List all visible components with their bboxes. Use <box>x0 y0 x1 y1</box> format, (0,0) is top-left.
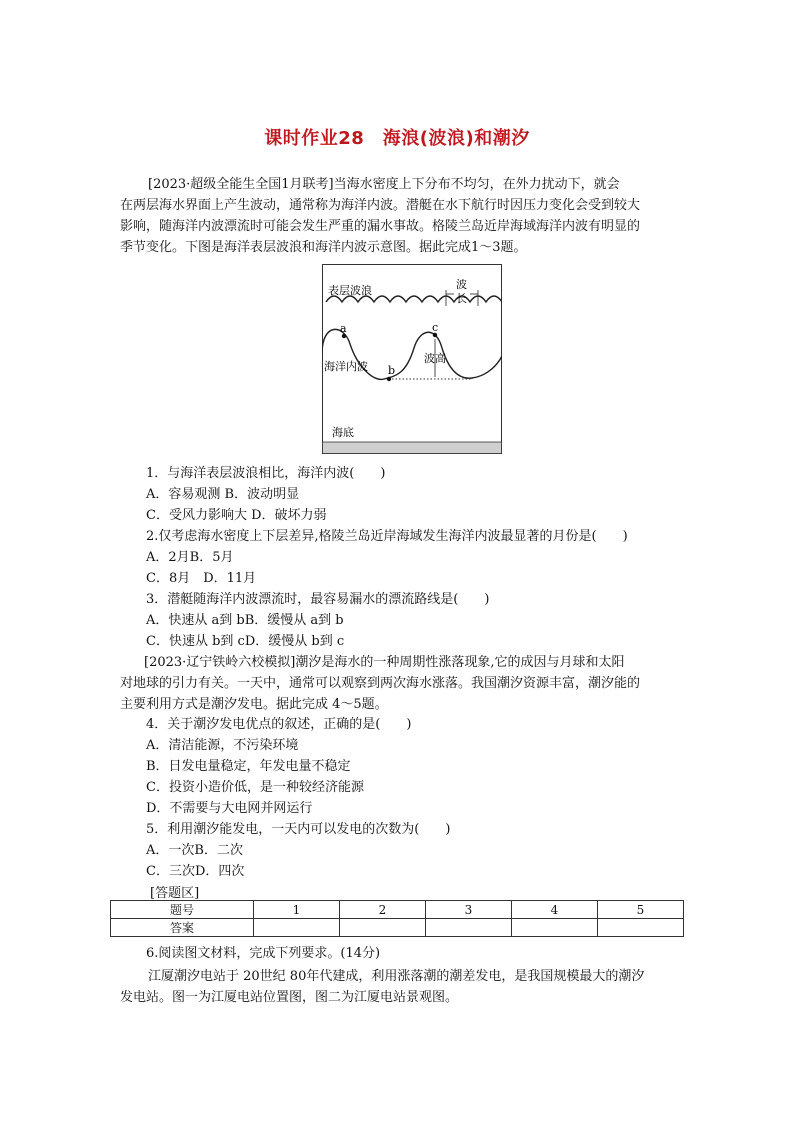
intro2-line2: 对地球的引力有关。一天中，通常可以观察到两次海水涨落。我国潮汐资源丰富，潮汐能的 <box>120 676 641 691</box>
answer-cell-1[interactable] <box>254 919 340 937</box>
q6-line1: 江厦潮汐电站于 20世纪 80年代建成，利用涨落潮的潮差发电，是我国规模最大的潮汐 <box>148 969 645 984</box>
answer-table-number-1: 1 <box>254 901 340 919</box>
question-1: 1．与海洋表层波浪相比，海洋内波( ) <box>146 466 386 481</box>
intro1-line2: 在两层海水界面上产生波动，通常称为海洋内波。潜艇在水下航行时因压力变化会受到较大 <box>120 198 641 213</box>
question-1-options-ab: A．容易观测 B．波动明显 <box>146 487 300 502</box>
answer-table-number-3: 3 <box>426 901 512 919</box>
question-4-option-b: B．日发电量稳定，年发电量不稳定 <box>146 759 351 774</box>
answer-cell-3[interactable] <box>426 919 512 937</box>
question-2: 2.仅考虑海水密度上下层差异,格陵兰岛近岸海域发生海洋内波最显著的月份是( ) <box>146 529 628 544</box>
wave-diagram <box>322 264 502 454</box>
question-4-option-a: A．清洁能源，不污染环境 <box>146 738 299 753</box>
question-3-options-ab: A．快速从 a到 bB．缓慢从 a到 b <box>146 613 344 628</box>
internal-wave-label: 海洋内波 <box>324 360 368 373</box>
seabed-band <box>323 442 502 454</box>
answer-table-header-row <box>111 901 684 919</box>
intro2-line1: [2023·辽宁铁岭六校模拟]潮汐是海水的一种周期性涨落现象,它的成因与月球和太阳 <box>144 655 625 670</box>
seabed-label: 海底 <box>332 426 354 439</box>
surface-wave-label: 表层波浪 <box>328 284 372 297</box>
intro-paragraph-1 <box>120 174 680 258</box>
question-6-material <box>120 966 680 1008</box>
question-4-option-c: C．投资小造价低，是一种较经济能源 <box>146 780 364 795</box>
intro1-line1: [2023·超级全能生全国1月联考]当海水密度上下分布不均匀，在外力扰动下，就会 <box>148 177 620 192</box>
question-2-options-ab: A．2月B．5月 <box>146 550 234 565</box>
answer-cell-5[interactable] <box>598 919 684 937</box>
intro-paragraph-2 <box>120 652 680 715</box>
wave-height-label: 波高 <box>424 352 446 365</box>
point-a-label: a <box>340 322 347 335</box>
question-3: 3．潜艇随海洋内波漂流时，最容易漏水的漂流路线是( ) <box>146 592 490 607</box>
intro2-line3: 主要利用方式是潮汐发电。据此完成 4～5题。 <box>120 697 388 712</box>
wavelength-label-2: 长 <box>456 292 467 305</box>
intro1-line3: 影响，随海洋内波漂流时可能会发生严重的漏水事故。格陵兰岛近岸海域海洋内波有明显的 <box>120 219 641 234</box>
question-3-options-cd: C．快速从 b到 cD．缓慢从 b到 c <box>146 634 345 649</box>
answer-table-answer-row <box>111 919 684 937</box>
question-5-options-ab: A．一次B．二次 <box>146 843 243 858</box>
point-c-label: c <box>432 321 439 334</box>
answer-table-number-2: 2 <box>340 901 426 919</box>
answer-table-row-label: 答案 <box>111 919 254 937</box>
question-4: 4．关于潮汐发电优点的叙述，正确的是( ) <box>146 717 412 732</box>
answer-table-header-label: 题号 <box>111 901 254 919</box>
answer-table <box>110 900 684 937</box>
question-6: 6.阅读图文材料，完成下列要求。(14分) <box>146 946 381 961</box>
question-5: 5．利用潮汐能发电，一天内可以发电的次数为( ) <box>146 822 451 837</box>
question-1-options-cd: C．受风力影响大 D．破坏力弱 <box>146 508 327 523</box>
question-4-option-d: D．不需要与大电网并网运行 <box>146 801 313 816</box>
wavelength-label-1: 波 <box>456 278 467 291</box>
question-5-options-cd: C．三次D．四次 <box>146 864 245 879</box>
q6-line2: 发电站。图一为江厦电站位置图，图二为江厦电站景观图。 <box>120 990 459 1005</box>
point-b-marker <box>387 377 391 381</box>
answer-cell-4[interactable] <box>512 919 598 937</box>
answer-table-number-4: 4 <box>512 901 598 919</box>
intro1-line4: 季节变化。下图是海洋表层波浪和海洋内波示意图。据此完成1～3题。 <box>120 240 527 255</box>
answer-cell-2[interactable] <box>340 919 426 937</box>
answer-area-label: [答题区] <box>150 886 200 901</box>
question-2-options-cd: C．8月 D．11月 <box>146 571 257 586</box>
point-b-label: b <box>388 364 396 377</box>
answer-table-number-5: 5 <box>598 901 684 919</box>
page-title: 课时作业28 海浪(波浪)和潮汐 <box>264 128 530 149</box>
